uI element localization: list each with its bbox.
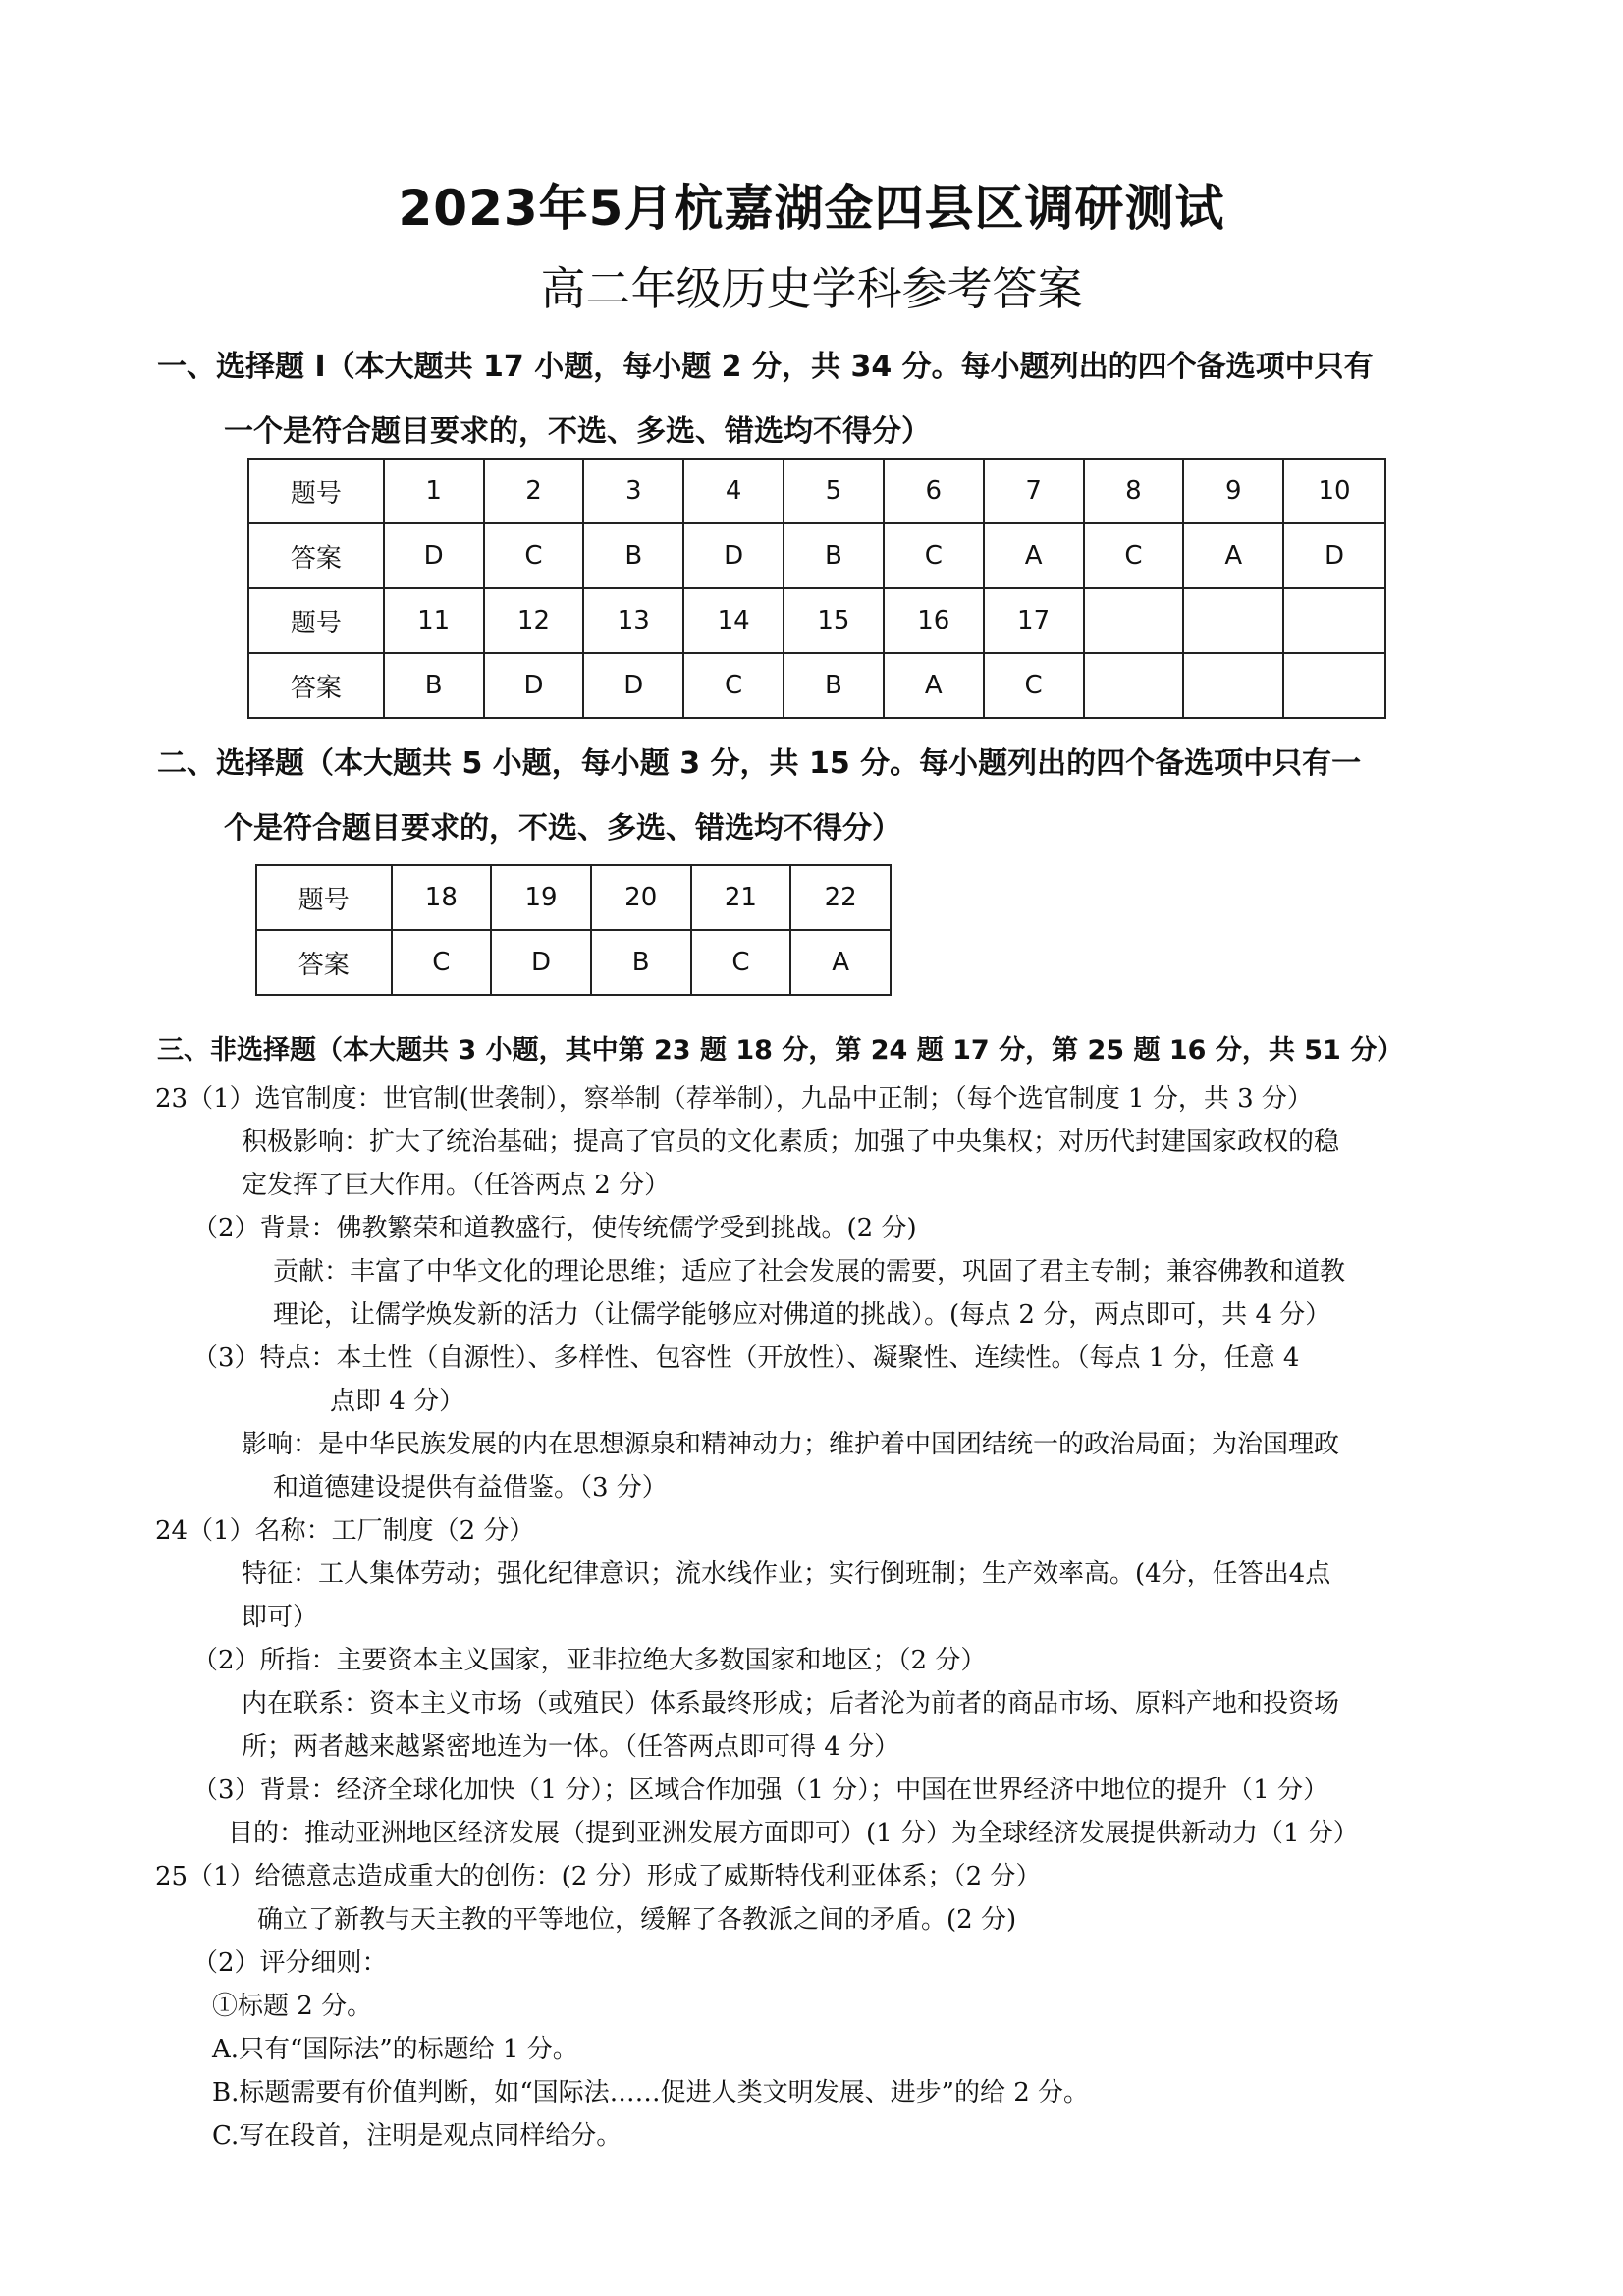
table-cell: A	[1183, 523, 1283, 588]
table-cell: 18	[392, 865, 492, 930]
section1-answer-table	[247, 458, 1386, 719]
table-cell: 17	[984, 588, 1084, 653]
table-cell: B	[583, 523, 683, 588]
table-cell: A	[984, 523, 1084, 588]
answer-line: 定发挥了巨大作用。（任答两点 2 分）	[242, 1171, 671, 1200]
table-cell: B	[384, 653, 484, 718]
answer-line: 所；两者越来越紧密地连为一体。（任答两点即可得 4 分）	[242, 1732, 900, 1762]
table-cell: 13	[583, 588, 683, 653]
table-cell: C	[392, 930, 492, 995]
table-cell: D	[683, 523, 784, 588]
table-cell: 20	[591, 865, 691, 930]
table-cell: C	[683, 653, 784, 718]
table-cell: 19	[491, 865, 591, 930]
table-cell: B	[784, 523, 884, 588]
section2-heading-line2: 个是符合题目要求的，不选、多选、错选均不得分）	[224, 811, 901, 846]
table-cell: D	[484, 653, 584, 718]
section2-answer-table	[255, 864, 892, 996]
table-cell: 14	[683, 588, 784, 653]
answer-line: 和道德建设提供有益借鉴。（3 分）	[273, 1473, 668, 1503]
table-cell: A	[790, 930, 891, 995]
section1-heading-line2: 一个是符合题目要求的，不选、多选、错选均不得分）	[224, 414, 931, 449]
table-cell: B	[784, 653, 884, 718]
answer-line: 目的：推动亚洲地区经济发展（提到亚洲发展方面即可）(1 分）为全球经济发展提供新动力（1 分）	[228, 1819, 1359, 1848]
table-cell: 2	[484, 459, 584, 523]
answer-line: 即可）	[242, 1603, 319, 1632]
table-row	[248, 588, 1385, 653]
table-cell	[1183, 653, 1283, 718]
section1-heading-line1: 一、选择题 I（本大题共 17 小题，每小题 2 分，共 34 分。每小题列出的四个备选项中只有	[157, 350, 1374, 384]
table-cell: C	[984, 653, 1084, 718]
row-label-answer: 答案	[248, 653, 384, 718]
row-label-question: 题号	[248, 459, 384, 523]
section2-heading-line1: 二、选择题（本大题共 5 小题，每小题 3 分，共 15 分。每小题列出的四个备选项中只有一	[157, 746, 1362, 781]
row-label-answer: 答案	[256, 930, 392, 995]
answer-line: 内在联系：资本主义市场（或殖民）体系最终形成；后者沦为前者的商品市场、原料产地和投资场	[242, 1689, 1340, 1719]
answer-line: （3）背景：经济全球化加快（1 分）；区域合作加强（1 分）；中国在世界经济中地位的提升（1 分）	[192, 1776, 1328, 1805]
table-cell: 6	[884, 459, 984, 523]
table-cell: C	[691, 930, 791, 995]
table-cell: 7	[984, 459, 1084, 523]
table-cell: C	[884, 523, 984, 588]
row-label-question: 题号	[256, 865, 392, 930]
answer-line: 25（1）给德意志造成重大的创伤：(2 分）形成了威斯特伐利亚体系；（2 分）	[155, 1862, 1042, 1891]
answer-line: B.标题需要有价值判断，如“国际法……促进人类文明发展、进步”的给 2 分。	[212, 2078, 1090, 2107]
answer-line: 积极影响：扩大了统治基础；提高了官员的文化素质；加强了中央集权；对历代封建国家政权的稳	[242, 1127, 1340, 1157]
table-cell: D	[384, 523, 484, 588]
table-row	[248, 459, 1385, 523]
answer-line: A.只有“国际法”的标题给 1 分。	[212, 2035, 578, 2064]
table-cell: 12	[484, 588, 584, 653]
table-cell: 10	[1283, 459, 1385, 523]
table-row	[248, 523, 1385, 588]
table-cell: B	[591, 930, 691, 995]
answer-line: 理论，让儒学焕发新的活力（让儒学能够应对佛道的挑战）。(每点 2 分，两点即可，共 4 分）	[273, 1300, 1331, 1330]
answer-line: 点即 4 分）	[330, 1387, 465, 1416]
table-cell	[1183, 588, 1283, 653]
answer-line: （2）评分细则：	[192, 1948, 388, 1978]
table-cell	[1283, 653, 1385, 718]
table-cell	[1283, 588, 1385, 653]
page-title: 2023年5月杭嘉湖金四县区调研测试	[398, 180, 1225, 237]
answer-line: 贡献：丰富了中华文化的理论思维；适应了社会发展的需要，巩固了君主专制；兼容佛教和道教	[273, 1257, 1346, 1286]
section3-heading: 三、非选择题（本大题共 3 小题，其中第 23 题 18 分，第 24 题 17 分，第 25 题 16 分，共 51 分）	[157, 1035, 1404, 1066]
table-cell: 8	[1084, 459, 1184, 523]
table-cell: 4	[683, 459, 784, 523]
answer-line: C.写在段首，注明是观点同样给分。	[212, 2121, 622, 2151]
answer-line: （3）特点：本土性（自源性）、多样性、包容性（开放性）、凝聚性、连续性。（每点 1 分，任意 4	[192, 1343, 1300, 1373]
table-cell: 11	[384, 588, 484, 653]
table-cell: 1	[384, 459, 484, 523]
answer-line: 特征：工人集体劳动；强化纪律意识；流水线作业；实行倒班制；生产效率高。(4分，任答出4点	[242, 1559, 1331, 1589]
table-row	[248, 653, 1385, 718]
page-subtitle: 高二年级历史学科参考答案	[540, 262, 1083, 315]
table-cell	[1084, 588, 1184, 653]
table-cell: 21	[691, 865, 791, 930]
table-cell: D	[491, 930, 591, 995]
table-row	[256, 865, 891, 930]
table-cell: A	[884, 653, 984, 718]
row-label-question: 题号	[248, 588, 384, 653]
table-cell: C	[1084, 523, 1184, 588]
answer-line: （2）所指：主要资本主义国家，亚非拉绝大多数国家和地区；（2 分）	[192, 1646, 987, 1675]
answer-line: 24（1）名称：工厂制度（2 分）	[155, 1516, 535, 1546]
row-label-answer: 答案	[248, 523, 384, 588]
table-cell: 9	[1183, 459, 1283, 523]
table-row	[256, 930, 891, 995]
table-cell: 5	[784, 459, 884, 523]
table-cell: 16	[884, 588, 984, 653]
answer-line: ①标题 2 分。	[212, 1992, 373, 2021]
answer-line: 影响：是中华民族发展的内在思想源泉和精神动力；维护着中国团结统一的政治局面；为治国理政	[242, 1430, 1340, 1459]
table-cell: 3	[583, 459, 683, 523]
table-cell: 22	[790, 865, 891, 930]
table-cell: 15	[784, 588, 884, 653]
answer-line: 确立了新教与天主教的平等地位，缓解了各教派之间的矛盾。(2 分)	[257, 1905, 1017, 1935]
table-cell: D	[583, 653, 683, 718]
table-cell	[1084, 653, 1184, 718]
answer-line: 23（1）选官制度：世官制(世袭制），察举制（荐举制），九品中正制；（每个选官制度 1 分，共 3 分）	[155, 1084, 1313, 1114]
table-cell: C	[484, 523, 584, 588]
table-cell: D	[1283, 523, 1385, 588]
answer-line: （2）背景：佛教繁荣和道教盛行，使传统儒学受到挑战。(2 分)	[192, 1214, 917, 1243]
